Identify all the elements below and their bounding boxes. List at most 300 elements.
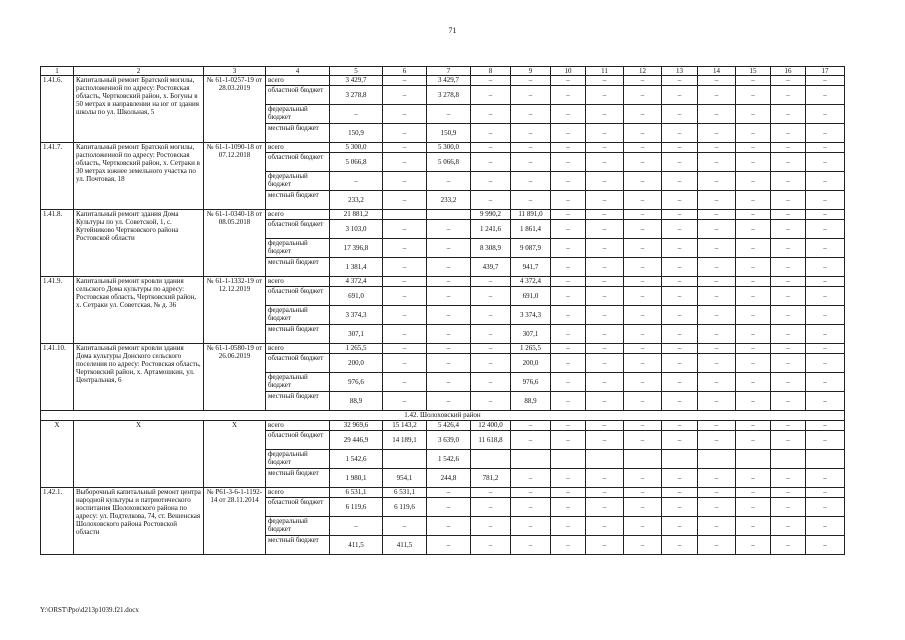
amount-cell: – [771, 153, 806, 172]
amount-cell [771, 450, 806, 469]
amount-cell: – [624, 258, 662, 277]
amount-cell: 21 881,2 [330, 210, 383, 220]
funding-source: всего [266, 277, 330, 287]
amount-cell: – [427, 488, 471, 498]
amount-cell: 9 087,9 [511, 239, 551, 258]
amount-cell [551, 450, 586, 469]
amount-cell: – [662, 536, 698, 555]
amount-cell: – [698, 210, 736, 220]
amount-cell: – [698, 277, 736, 287]
amount-cell: – [551, 421, 586, 431]
amount-cell: 1 265,5 [330, 344, 383, 354]
amount-cell: – [736, 239, 771, 258]
amount-cell: – [624, 76, 662, 86]
amount-cell: 976,6 [330, 373, 383, 392]
amount-cell: – [383, 306, 427, 325]
amount-cell: 12 400,0 [471, 421, 511, 431]
amount-cell: 4 372,4 [511, 277, 551, 287]
amount-cell: – [771, 325, 806, 344]
amount-cell: – [736, 469, 771, 488]
amount-cell: – [771, 210, 806, 220]
amount-cell: – [511, 76, 551, 86]
amount-cell: – [624, 124, 662, 143]
item-code: 1.41.9. [41, 277, 74, 344]
amount-cell: 781,2 [471, 469, 511, 488]
amount-cell: – [551, 469, 586, 488]
amount-cell: 5 066,8 [427, 153, 471, 172]
column-number-cell: 17 [806, 67, 845, 76]
amount-cell: – [511, 172, 551, 191]
amount-cell: – [383, 325, 427, 344]
amount-cell: – [771, 498, 806, 517]
item-document: № 61-1-1332-19 от 12.12.2019 [204, 277, 266, 344]
amount-cell: – [624, 344, 662, 354]
amount-cell: – [698, 153, 736, 172]
amount-cell: 3 374,3 [330, 306, 383, 325]
amount-cell: – [427, 277, 471, 287]
amount-cell: 6 531,1 [330, 488, 383, 498]
amount-cell: – [383, 153, 427, 172]
amount-cell: – [586, 258, 624, 277]
amount-cell: – [771, 143, 806, 153]
funding-source: федеральный бюджет [266, 373, 330, 392]
column-number-cell: 10 [551, 67, 586, 76]
amount-cell: 6 119,6 [383, 498, 427, 517]
amount-cell: – [511, 421, 551, 431]
amount-cell: – [624, 392, 662, 411]
amount-cell: – [471, 191, 511, 210]
amount-cell: – [383, 239, 427, 258]
amount-cell: 691,0 [511, 287, 551, 306]
column-number-cell: 13 [662, 67, 698, 76]
amount-cell: – [806, 306, 845, 325]
amount-cell: – [586, 469, 624, 488]
amount-cell: – [551, 86, 586, 105]
amount-cell: 691,0 [330, 287, 383, 306]
table-row [41, 143, 845, 153]
amount-cell: – [698, 536, 736, 555]
amount-cell: – [624, 421, 662, 431]
funding-source: местный бюджет [266, 325, 330, 344]
amount-cell: – [383, 143, 427, 153]
amount-cell: – [427, 392, 471, 411]
amount-cell: 200,0 [511, 354, 551, 373]
amount-cell: – [383, 287, 427, 306]
amount-cell: – [698, 105, 736, 124]
column-number-cell: 6 [383, 67, 427, 76]
amount-cell: 11 618,8 [471, 431, 511, 450]
amount-cell: 150,9 [330, 124, 383, 143]
amount-cell: – [771, 517, 806, 536]
amount-cell: – [806, 536, 845, 555]
amount-cell: – [551, 431, 586, 450]
funding-source: всего [266, 76, 330, 86]
amount-cell: 32 969,6 [330, 421, 383, 431]
amount-cell: – [551, 105, 586, 124]
amount-cell: 5 426,4 [427, 421, 471, 431]
item-name: Капитальный ремонт Братской могилы, расположенной по адресу: Ростовская область, Чертковский район, х. Сетраки в 30 метрах южнее земельного участка по ул. Почтовая, 18 [74, 143, 204, 210]
amount-cell: – [624, 536, 662, 555]
amount-cell: – [471, 354, 511, 373]
amount-cell: – [511, 86, 551, 105]
amount-cell: – [662, 306, 698, 325]
amount-cell: – [383, 258, 427, 277]
amount-cell: – [511, 469, 551, 488]
amount-cell: – [383, 172, 427, 191]
amount-cell: – [471, 172, 511, 191]
amount-cell: – [586, 498, 624, 517]
amount-cell: – [586, 220, 624, 239]
amount-cell: 17 396,8 [330, 239, 383, 258]
amount-cell: – [471, 517, 511, 536]
amount-cell: – [471, 153, 511, 172]
amount-cell: – [771, 86, 806, 105]
amount-cell: – [771, 239, 806, 258]
amount-cell: – [471, 124, 511, 143]
amount-cell: – [471, 392, 511, 411]
amount-cell: 233,2 [330, 191, 383, 210]
amount-cell: – [698, 220, 736, 239]
amount-cell: – [736, 191, 771, 210]
amount-cell: – [586, 344, 624, 354]
amount-cell: 233,2 [427, 191, 471, 210]
amount-cell: – [736, 143, 771, 153]
funding-source: всего [266, 210, 330, 220]
amount-cell: 29 446,9 [330, 431, 383, 450]
table-row [41, 210, 845, 220]
funding-source: всего [266, 421, 330, 431]
amount-cell: – [806, 258, 845, 277]
amount-cell: 307,1 [511, 325, 551, 344]
amount-cell: – [427, 172, 471, 191]
amount-cell: – [551, 220, 586, 239]
amount-cell: 1 265,5 [511, 344, 551, 354]
amount-cell: 1 241,6 [471, 220, 511, 239]
amount-cell: – [736, 325, 771, 344]
funding-source: местный бюджет [266, 392, 330, 411]
amount-cell: – [471, 287, 511, 306]
amount-cell: – [806, 392, 845, 411]
column-number-cell: 8 [471, 67, 511, 76]
amount-cell: – [771, 354, 806, 373]
amount-cell: – [806, 277, 845, 287]
amount-cell: – [698, 392, 736, 411]
amount-cell: 15 143,2 [383, 421, 427, 431]
amount-cell: – [586, 76, 624, 86]
amount-cell: – [383, 517, 427, 536]
amount-cell: 3 278,8 [427, 86, 471, 105]
amount-cell: – [586, 488, 624, 498]
amount-cell: 6 531,1 [383, 488, 427, 498]
amount-cell: – [662, 76, 698, 86]
amount-cell: – [551, 172, 586, 191]
amount-cell: – [624, 172, 662, 191]
amount-cell: – [586, 354, 624, 373]
amount-cell: – [586, 517, 624, 536]
amount-cell: – [586, 191, 624, 210]
funding-source: местный бюджет [266, 536, 330, 555]
amount-cell: 411,5 [330, 536, 383, 555]
item-document: № 61-1-0580-19 от 26.06.2019 [204, 344, 266, 411]
amount-cell: – [586, 105, 624, 124]
amount-cell: 1 861,4 [511, 220, 551, 239]
amount-cell: – [771, 373, 806, 392]
amount-cell: – [736, 76, 771, 86]
amount-cell: – [698, 488, 736, 498]
amount-cell: – [736, 287, 771, 306]
amount-cell: – [736, 220, 771, 239]
amount-cell: – [471, 306, 511, 325]
amount-cell: – [662, 86, 698, 105]
funding-source: областной бюджет [266, 220, 330, 239]
amount-cell: – [586, 373, 624, 392]
amount-cell: – [586, 172, 624, 191]
amount-cell: – [624, 143, 662, 153]
amount-cell [662, 450, 698, 469]
amount-cell: – [427, 517, 471, 536]
amount-cell [427, 210, 471, 220]
item-name: Капитальный ремонт Братской могилы, расположенной по адресу: Ростовская область, Чертковский район, х. Богуны в 50 метрах в направлении на юг от здания школы по ул. Школьная, 5 [74, 76, 204, 143]
amount-cell: – [427, 325, 471, 344]
footer-file-path: Y:\ORST\Ppo\d213p1039.f21.docx [40, 606, 139, 614]
amount-cell: – [383, 354, 427, 373]
amount-cell: – [736, 536, 771, 555]
amount-cell: 1 381,4 [330, 258, 383, 277]
amount-cell: – [662, 421, 698, 431]
amount-cell: 8 308,9 [471, 239, 511, 258]
amount-cell: – [330, 105, 383, 124]
amount-cell: – [698, 373, 736, 392]
amount-cell: – [736, 498, 771, 517]
amount-cell: 3 639,0 [427, 431, 471, 450]
column-number-cell: 4 [266, 67, 330, 76]
amount-cell: – [471, 325, 511, 344]
amount-cell: – [698, 258, 736, 277]
item-name: Капитальный ремонт кровли здания Дома культуры Донского сельского поселения по адресу: Ростовская область, Чертковский район, х. Артамошкин, ул. Центральная, 6 [74, 344, 204, 411]
column-number-cell: 16 [771, 67, 806, 76]
amount-cell: 6 119,6 [330, 498, 383, 517]
amount-cell: – [383, 373, 427, 392]
funding-source: всего [266, 143, 330, 153]
amount-cell: – [771, 76, 806, 86]
amount-cell: – [806, 469, 845, 488]
amount-cell: – [551, 124, 586, 143]
amount-cell: 1 542,6 [427, 450, 471, 469]
amount-cell: 11 891,0 [511, 210, 551, 220]
amount-cell: – [806, 488, 845, 498]
amount-cell: – [698, 239, 736, 258]
amount-cell: – [736, 431, 771, 450]
amount-cell: 14 189,1 [383, 431, 427, 450]
amount-cell: – [771, 488, 806, 498]
amount-cell: – [551, 306, 586, 325]
amount-cell: – [586, 421, 624, 431]
amount-cell: – [662, 143, 698, 153]
amount-cell: – [698, 143, 736, 153]
amount-cell: 3 429,7 [330, 76, 383, 86]
amount-cell: – [662, 191, 698, 210]
amount-cell: 244,8 [427, 469, 471, 488]
amount-cell: 941,7 [511, 258, 551, 277]
amount-cell: – [383, 105, 427, 124]
amount-cell: – [551, 210, 586, 220]
amount-cell: – [771, 191, 806, 210]
amount-cell: – [698, 498, 736, 517]
amount-cell: – [771, 344, 806, 354]
amount-cell: – [551, 488, 586, 498]
amount-cell: – [662, 124, 698, 143]
amount-cell: – [586, 325, 624, 344]
amount-cell [698, 450, 736, 469]
item-document: № 61-1-0340-18 от 08.05.2018 [204, 210, 266, 277]
amount-cell: – [624, 153, 662, 172]
amount-cell: – [427, 105, 471, 124]
amount-cell [736, 450, 771, 469]
amount-cell: – [624, 325, 662, 344]
amount-cell: – [624, 373, 662, 392]
amount-cell: – [806, 373, 845, 392]
amount-cell: – [771, 172, 806, 191]
amount-cell: – [471, 488, 511, 498]
amount-cell: – [806, 344, 845, 354]
amount-cell: – [698, 421, 736, 431]
funding-source: областной бюджет [266, 153, 330, 172]
amount-cell: – [806, 172, 845, 191]
amount-cell: – [427, 373, 471, 392]
amount-cell: 1 542,6 [330, 450, 383, 469]
amount-cell: – [624, 210, 662, 220]
item-code: 1.41.8. [41, 210, 74, 277]
amount-cell: – [806, 517, 845, 536]
amount-cell: – [806, 124, 845, 143]
amount-cell: – [806, 431, 845, 450]
amount-cell: 5 300,0 [330, 143, 383, 153]
amount-cell: – [806, 105, 845, 124]
amount-cell: – [511, 105, 551, 124]
amount-cell: – [427, 498, 471, 517]
amount-cell: – [586, 210, 624, 220]
amount-cell: – [662, 277, 698, 287]
amount-cell: – [624, 220, 662, 239]
amount-cell [471, 450, 511, 469]
table-row [41, 421, 845, 431]
amount-cell: – [383, 191, 427, 210]
amount-cell: 307,1 [330, 325, 383, 344]
funding-source: федеральный бюджет [266, 172, 330, 191]
amount-cell: – [511, 191, 551, 210]
amount-cell: – [471, 143, 511, 153]
amount-cell: – [806, 239, 845, 258]
amount-cell: – [698, 354, 736, 373]
amount-cell: – [662, 431, 698, 450]
item-document: № Р61-3-6-1-1192-14 от 28.11.2014 [204, 488, 266, 555]
amount-cell: – [806, 325, 845, 344]
amount-cell: – [551, 277, 586, 287]
amount-cell: – [383, 344, 427, 354]
column-number-cell: 12 [624, 67, 662, 76]
amount-cell: – [736, 153, 771, 172]
amount-cell: – [551, 153, 586, 172]
column-number-cell: 5 [330, 67, 383, 76]
amount-cell: – [471, 277, 511, 287]
amount-cell: – [771, 105, 806, 124]
amount-cell: – [551, 76, 586, 86]
amount-cell: – [383, 220, 427, 239]
amount-cell [383, 210, 427, 220]
amount-cell: 411,5 [383, 536, 427, 555]
amount-cell: – [551, 536, 586, 555]
amount-cell: 3 103,0 [330, 220, 383, 239]
amount-cell: 88,9 [511, 392, 551, 411]
funding-source: областной бюджет [266, 86, 330, 105]
amount-cell: – [471, 373, 511, 392]
table-row [41, 277, 845, 287]
amount-cell: – [586, 86, 624, 105]
column-number-cell: 9 [511, 67, 551, 76]
amount-cell: – [511, 153, 551, 172]
amount-cell: – [511, 431, 551, 450]
amount-cell: – [624, 239, 662, 258]
amount-cell: 3 278,8 [330, 86, 383, 105]
amount-cell: 88,9 [330, 392, 383, 411]
amount-cell: – [736, 105, 771, 124]
amount-cell: – [551, 191, 586, 210]
amount-cell: – [662, 498, 698, 517]
amount-cell: – [698, 306, 736, 325]
amount-cell: – [662, 153, 698, 172]
amount-cell: – [736, 517, 771, 536]
funding-source: областной бюджет [266, 287, 330, 306]
amount-cell: – [736, 124, 771, 143]
amount-cell: – [662, 210, 698, 220]
amount-cell [806, 450, 845, 469]
table-row [41, 76, 845, 86]
amount-cell: – [586, 124, 624, 143]
amount-cell: – [427, 536, 471, 555]
amount-cell: – [624, 488, 662, 498]
amount-cell: – [771, 421, 806, 431]
item-name: Х [74, 421, 204, 488]
amount-cell: – [698, 344, 736, 354]
amount-cell: – [427, 344, 471, 354]
amount-cell: – [736, 488, 771, 498]
amount-cell: 150,9 [427, 124, 471, 143]
amount-cell: – [736, 306, 771, 325]
item-document: № 61-1-0257-19 от 28.03.2019 [204, 76, 266, 143]
amount-cell: – [427, 239, 471, 258]
amount-cell: – [771, 277, 806, 287]
amount-cell: – [736, 421, 771, 431]
amount-cell: – [586, 536, 624, 555]
amount-cell: – [698, 86, 736, 105]
amount-cell: – [624, 277, 662, 287]
amount-cell: – [806, 287, 845, 306]
amount-cell: 9 990,2 [471, 210, 511, 220]
amount-cell: 954,1 [383, 469, 427, 488]
amount-cell: – [551, 517, 586, 536]
amount-cell: – [698, 191, 736, 210]
amount-cell: – [662, 172, 698, 191]
item-code: 1.42.1. [41, 488, 74, 555]
amount-cell: – [806, 153, 845, 172]
funding-source: местный бюджет [266, 124, 330, 143]
amount-cell [586, 450, 624, 469]
amount-cell: – [551, 354, 586, 373]
amount-cell: – [330, 517, 383, 536]
funding-source: федеральный бюджет [266, 239, 330, 258]
amount-cell: – [586, 143, 624, 153]
amount-cell: 976,6 [511, 373, 551, 392]
